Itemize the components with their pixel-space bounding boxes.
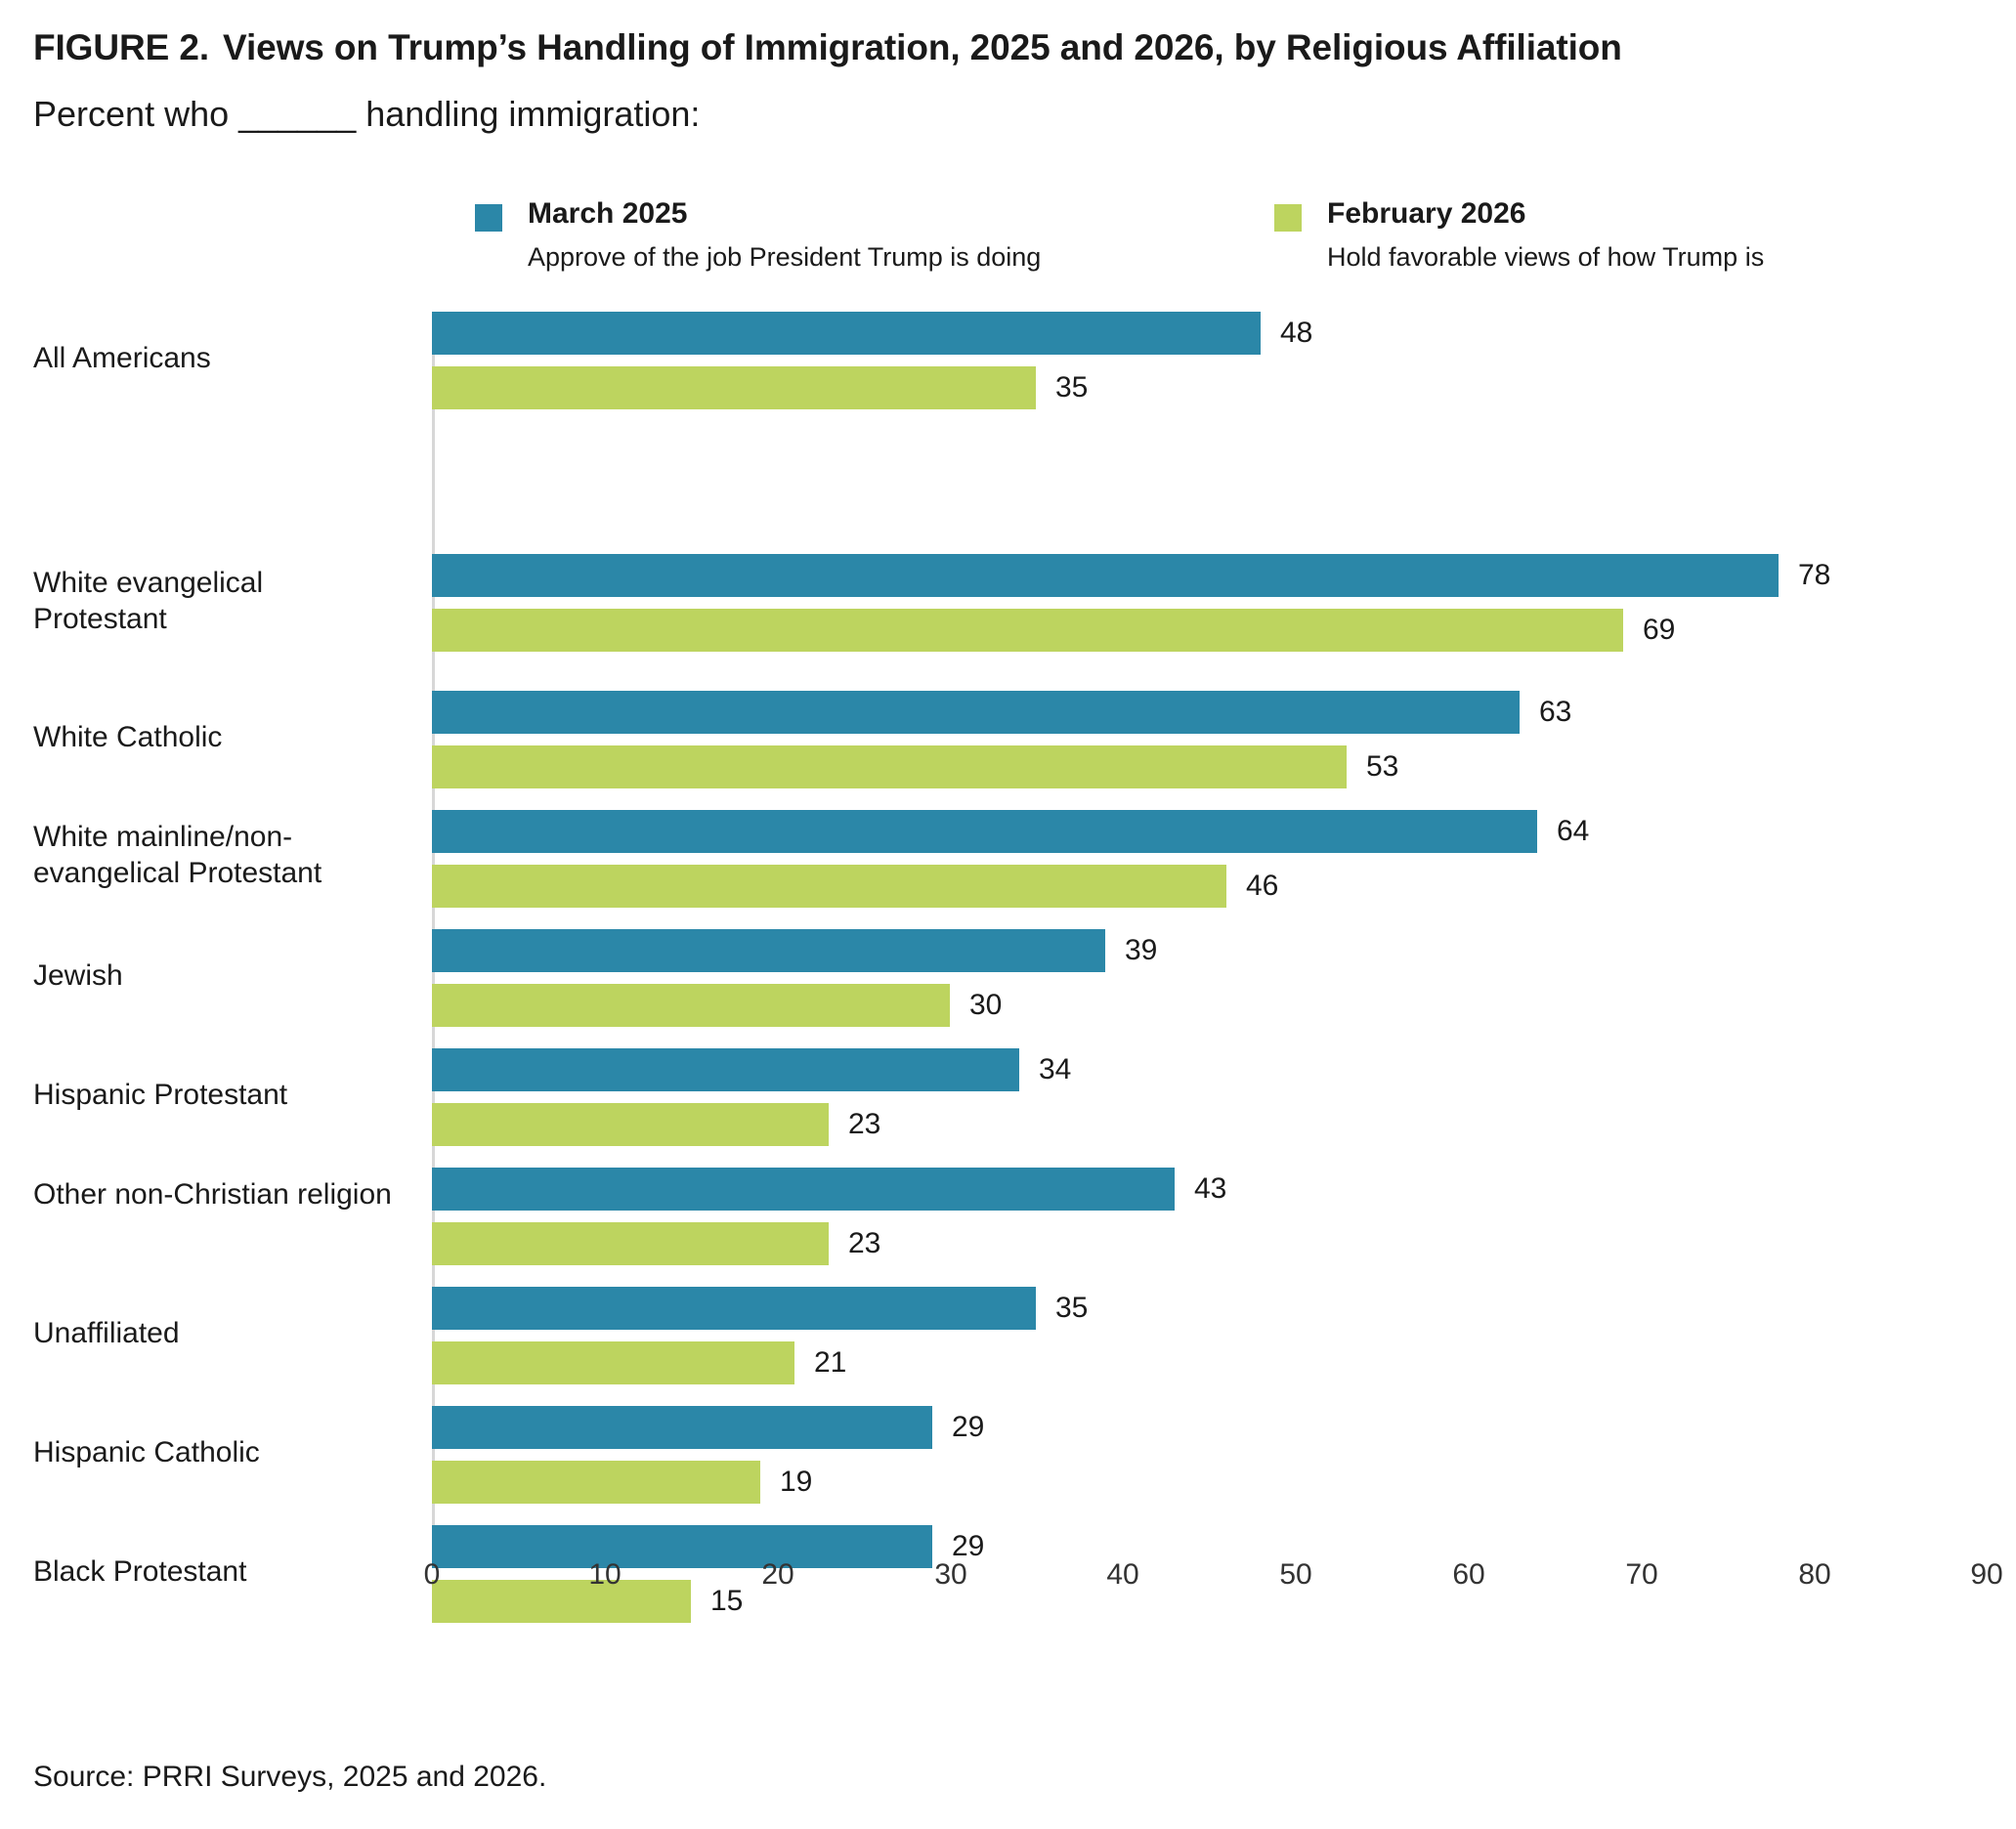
bar-row	[432, 1168, 1977, 1211]
bar-value: 48	[1280, 317, 1313, 350]
bar-march-2025	[432, 554, 1779, 597]
category-label: Black Protestant	[33, 1555, 247, 1589]
bar-value: 19	[780, 1466, 813, 1499]
bar-row	[432, 1287, 1977, 1330]
x-tick-label: 10	[588, 1558, 622, 1592]
legend-label-march-2025: March 2025	[528, 197, 688, 231]
bar-chart	[33, 312, 2003, 1618]
x-tick-label: 70	[1625, 1558, 1658, 1592]
bar-row	[432, 1103, 1977, 1146]
legend-swatch-february-2026	[1274, 204, 1302, 232]
chart-group-white-catholic	[33, 691, 1977, 798]
legend-desc-march-2025: Approve of the job President Trump is doing	[528, 242, 1042, 273]
chart-group-hispanic-protestant	[33, 1048, 1977, 1156]
category-label: White mainline/non-evangelical Protestant	[33, 821, 322, 889]
bar-february-2026	[432, 1222, 829, 1265]
chart-group-unaffiliated	[33, 1287, 1977, 1394]
bar-march-2025	[432, 691, 1520, 734]
bar-value: 23	[848, 1227, 881, 1260]
chart-group-jewish	[33, 929, 1977, 1037]
bar-value: 69	[1643, 614, 1676, 647]
x-tick-label: 20	[761, 1558, 794, 1592]
bar-february-2026	[432, 1103, 829, 1146]
bar-march-2025	[432, 1168, 1175, 1211]
x-tick-label: 0	[423, 1558, 441, 1592]
category-label: Hispanic Catholic	[33, 1436, 260, 1469]
legend-swatch-march-2025	[475, 204, 502, 232]
bar-value: 21	[814, 1346, 847, 1380]
legend-desc-february-2026: Hold favorable views of how Trump is	[1327, 242, 1765, 273]
x-tick-label: 50	[1279, 1558, 1312, 1592]
bar-march-2025	[432, 1406, 932, 1449]
bar-row	[432, 312, 1977, 355]
bar-value: 34	[1039, 1053, 1072, 1086]
category-label: All Americans	[33, 342, 211, 375]
category-label: Unaffiliated	[33, 1317, 180, 1350]
bar-row	[432, 366, 1977, 409]
chart-group-all-americans	[33, 312, 1977, 419]
x-axis	[33, 1551, 2003, 1611]
figure-title-text: Views on Trump’s Handling of Immigration, 2025 and 2026, by Religious Affiliation	[223, 27, 1622, 67]
bar-march-2025	[432, 312, 1261, 355]
bar-value: 29	[952, 1411, 985, 1444]
bar-value: 35	[1055, 371, 1089, 404]
bar-row	[432, 1222, 1977, 1265]
legend-label-february-2026: February 2026	[1327, 197, 1526, 231]
bar-value: 23	[848, 1108, 881, 1141]
chart-legend	[33, 196, 1977, 286]
x-tick-label: 60	[1452, 1558, 1485, 1592]
bar-february-2026	[432, 865, 1226, 908]
bar-row	[432, 929, 1977, 972]
bar-march-2025	[432, 929, 1105, 972]
bar-value: 35	[1055, 1292, 1089, 1325]
bar-row	[432, 554, 1977, 597]
bar-february-2026	[432, 1461, 760, 1504]
legend-item-march-2025	[475, 196, 1041, 273]
bar-value: 64	[1557, 815, 1590, 848]
bar-value: 78	[1798, 559, 1831, 592]
x-tick-label: 40	[1106, 1558, 1139, 1592]
bar-row	[432, 745, 1977, 788]
chart-group-hispanic-catholic	[33, 1406, 1977, 1513]
source-note: Source: PRRI Surveys, 2025 and 2026.	[33, 1761, 547, 1793]
category-label: Hispanic Protestant	[33, 1079, 288, 1112]
bar-march-2025	[432, 1048, 1019, 1091]
bar-row	[432, 1341, 1977, 1384]
bar-march-2025	[432, 810, 1537, 853]
bar-value: 39	[1125, 934, 1158, 967]
chart-group-white-evangelical-protestant	[33, 554, 1977, 661]
bar-row	[432, 1406, 1977, 1449]
chart-group-white-mainline-protestant	[33, 810, 1977, 917]
category-label: Jewish	[33, 959, 123, 993]
bar-value: 15	[710, 1585, 744, 1618]
figure-title	[33, 25, 1977, 70]
bar-row	[432, 1461, 1977, 1504]
bar-february-2026	[432, 609, 1623, 652]
x-tick-label: 30	[934, 1558, 967, 1592]
bar-value: 29	[952, 1530, 985, 1563]
bar-february-2026	[432, 745, 1347, 788]
bar-value: 30	[969, 989, 1003, 1022]
x-tick-label: 90	[1970, 1558, 2003, 1592]
bar-row	[432, 984, 1977, 1027]
bar-row	[432, 865, 1977, 908]
category-label: Other non-Christian religion	[33, 1178, 392, 1212]
chart-group-other-non-christian-religion	[33, 1168, 1977, 1275]
legend-item-february-2026	[1274, 196, 1764, 273]
bar-row	[432, 609, 1977, 652]
bar-row	[432, 1048, 1977, 1091]
bar-value: 63	[1539, 696, 1572, 729]
bar-value: 43	[1194, 1172, 1227, 1206]
bar-row	[432, 691, 1977, 734]
bar-march-2025	[432, 1287, 1036, 1330]
category-label: White Catholic	[33, 721, 223, 754]
bar-row	[432, 810, 1977, 853]
x-tick-label: 80	[1798, 1558, 1831, 1592]
figure-subtitle: Percent who ______ handling immigration:	[33, 94, 701, 135]
bar-february-2026	[432, 1341, 794, 1384]
bar-february-2026	[432, 366, 1036, 409]
figure-number: FIGURE 2.	[33, 27, 210, 67]
bar-value: 46	[1246, 870, 1279, 903]
category-label: White evangelical Protestant	[33, 567, 264, 635]
bar-value: 53	[1366, 750, 1399, 784]
bar-february-2026	[432, 984, 950, 1027]
